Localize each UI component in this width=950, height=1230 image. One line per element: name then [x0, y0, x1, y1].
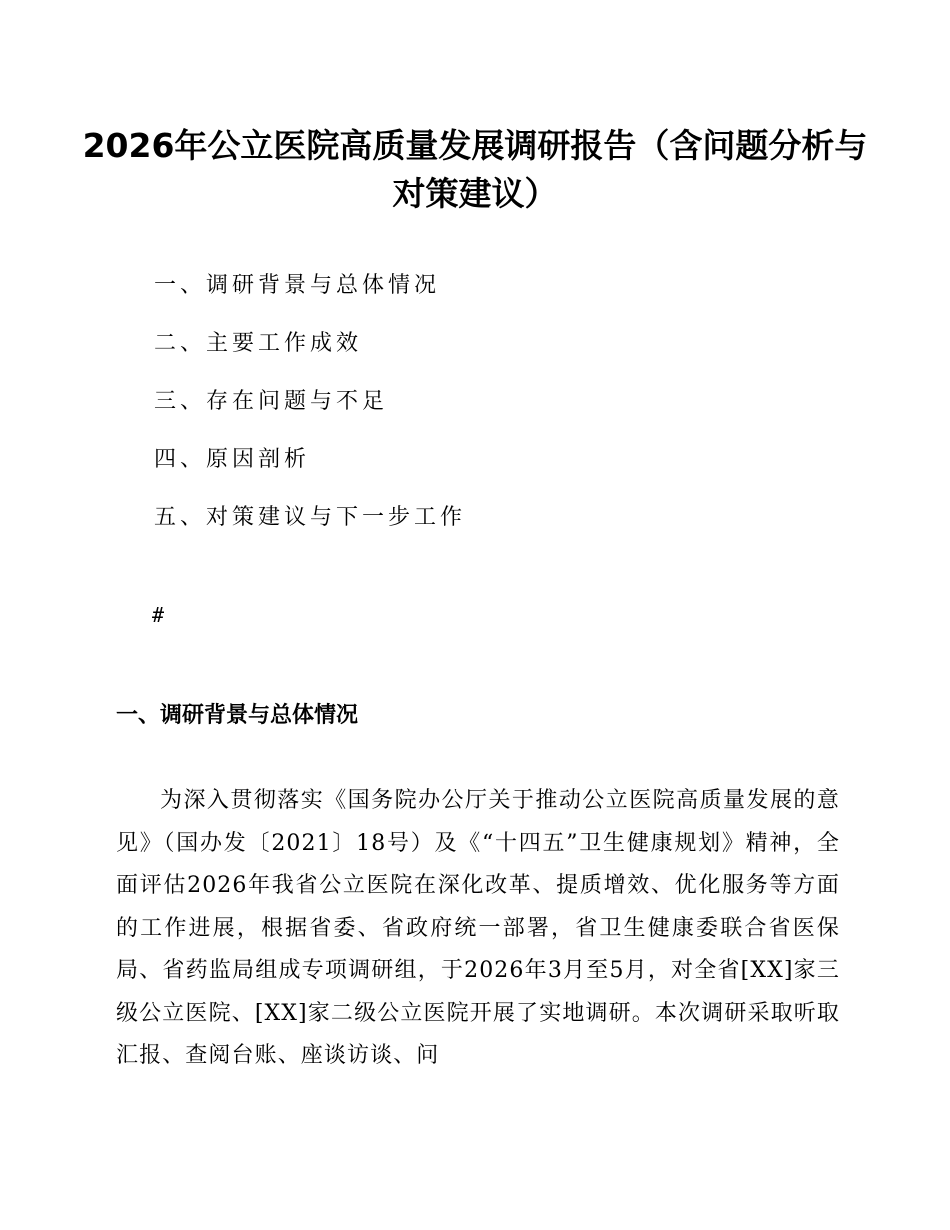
toc-item-4: 四、原因剖析 [154, 447, 311, 472]
body-paragraph: 为深入贯彻落实《国务院办公厅关于推动公立医院高质量发展的意见》（国办发〔2021〕18号）及《“十四五”卫生健康规划》精神，全面评估2026年我省公立医院在深化改革、提质增效、优化服务等方面的工作进展，根据省委、省政府统一部署，省卫生健康委联合省医保局、省药监局组成专项调研组，于2026年3月至5月，对全省[XX]家三级公立医院、[XX]家二级公立医院开展了实地调研。本次调研采取听取汇报、查阅台账、座谈访谈、问 [116, 788, 840, 1068]
table-of-contents [154, 266, 466, 556]
toc-item-3: 三、存在问题与不足 [154, 389, 389, 414]
toc-item-2: 二、主要工作成效 [154, 331, 363, 356]
toc-item-5: 五、对策建议与下一步工作 [154, 505, 467, 530]
section-heading: 一、调研背景与总体情况 [116, 703, 359, 728]
document-title: 2026年公立医院高质量发展调研报告（含问题分析与对策建议） [82, 126, 868, 213]
separator-mark: # [152, 603, 165, 627]
toc-item-1: 一、调研背景与总体情况 [154, 273, 441, 298]
